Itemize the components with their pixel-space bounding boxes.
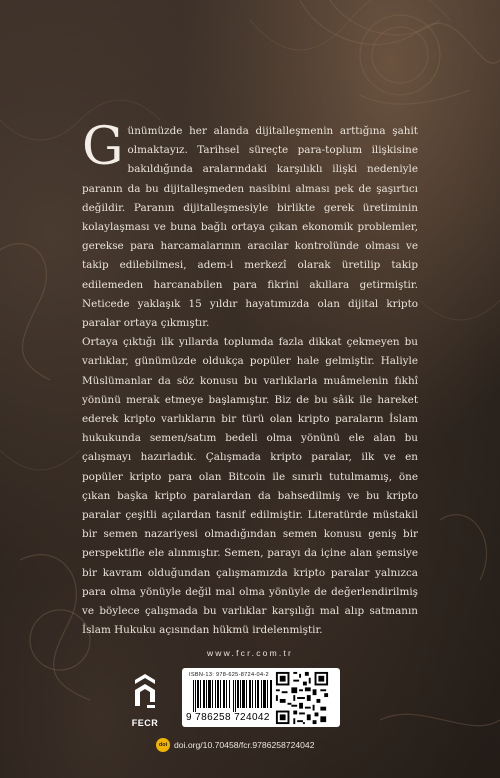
- isbn-label: ISBN-13: 978-625-8724-04-2: [189, 672, 269, 678]
- doi-line[interactable]: [156, 738, 315, 752]
- fecr-logo-icon: [128, 672, 162, 716]
- publisher-website[interactable]: www.fcr.com.tr: [206, 648, 294, 658]
- barcode-bars: [189, 680, 281, 712]
- back-cover-blurb: [82, 117, 418, 640]
- publisher-logo: [120, 672, 170, 738]
- blurb-paragraph-1-text: ünümüzde her alanda dijitalleşmenin arttığına şahit olmaktayız. Tarihsel süreçte para-toplum ilişkisine bakıldığında aralarındaki karşılıklı ilişki nedeniyle paranın da bu dijitalleşmeden nasibini alması pek de şaşırtıcı değildir. Paranın dijitalleşmesiyle birlikte gerek üretiminin kolaylaşması ve buna bağlı ortaya çıkan ekonomik problemler, gerekse para harcamalarının aracılar kontrolünde olması ve takip edilebilmesi, adem-i merkezî olarak üretilip takip edilemeden harcanabilen para fikrini akıllara getirmiştir. Neticede yaklaşık 15 yıldır hayatımızda olan dijital kripto paralar ortaya çıkmıştır.: [82, 125, 418, 330]
- publisher-name: FECR: [131, 718, 159, 728]
- blurb-paragraph-1: [82, 117, 418, 333]
- doi-icon: doi: [156, 738, 170, 752]
- blurb-paragraph-2: Ortaya çıktığı ilk yıllarda toplumda fazla dikkat çekmeyen bu varlıklar, günümüzde oldukça popüler hale gelmiştir. Haliyle Müslümanlar da söz konusu bu varlıklarla muâmelenin fıkhî yönünü merak etmeye başlamıştır. Biz de bu sâik ile hareket ederek kripto varlıkların bir türü olan kripto paraların İslam hukukunda semen/satım bedeli olma yönünü ele alan bu çalışmayı hazırladık. Çalışmada kripto paralar, ilk ve en popüler kripto para olan Bitcoin ile sınırlı tutulmamış, öne çıkan başka kripto paralardan da bahsedilmiş ve bu kripto paralar çeşitli açılardan tasnif edilmiştir. Literatürde müstakil bir semen nazariyesi olmadığından semen konusu geniş bir perspektifle ele alınmıştır. Semen, parayı da içine alan şemsiye bir kavram olduğundan çalışmamızda kripto paralar yalnızca para olma yönüyle değil mal olma yönüyle de değerlendirilmiş ve böylece çalışmada bu varlıklar karşılığı mal alıp satmanın İslam Hukuku açısından hükmü irdelenmiştir.: [82, 336, 418, 637]
- dropcap-letter: G: [82, 117, 124, 177]
- qr-code[interactable]: [274, 670, 330, 726]
- doi-link[interactable]: doi.org/10.70458/fcr.9786258724042: [174, 740, 315, 750]
- isbn-digits: 9 786258 724042: [186, 712, 270, 723]
